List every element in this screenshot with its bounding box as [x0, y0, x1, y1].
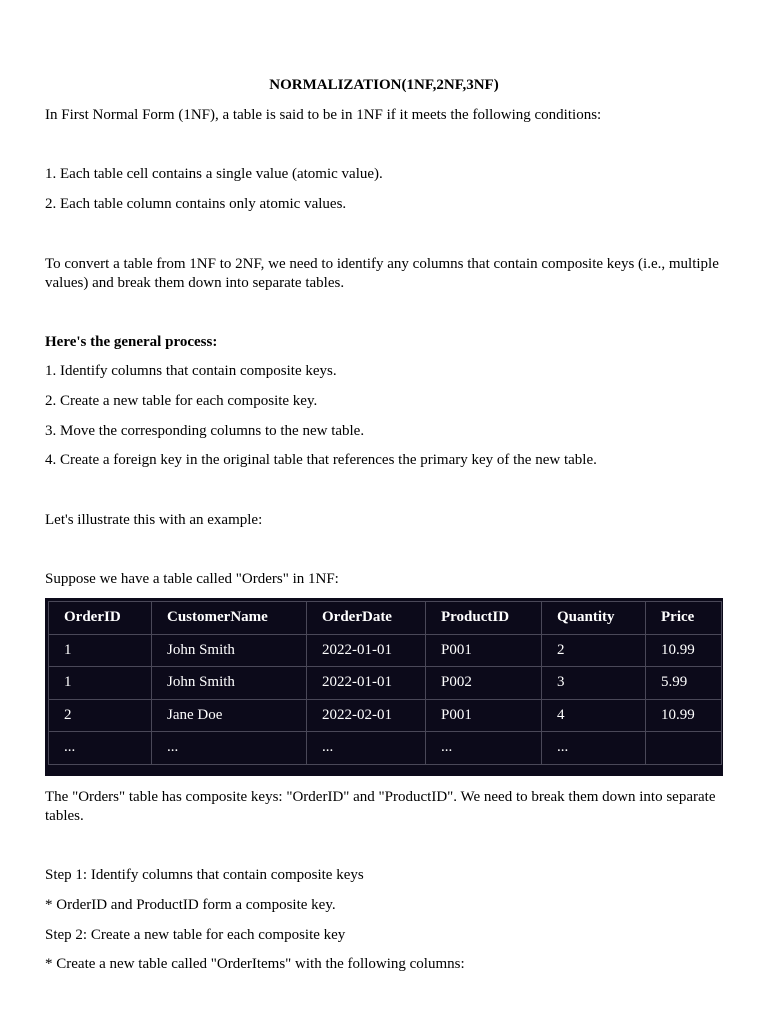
- process-heading: Here's the general process:: [45, 334, 218, 350]
- suppose-paragraph: Suppose we have a table called "Orders" in 1NF:: [45, 571, 339, 587]
- step-1-heading: Step 1: Identify columns that contain composite keys: [45, 867, 364, 883]
- table-cell: 2022-01-01: [307, 667, 426, 700]
- table-cell: ...: [542, 732, 646, 765]
- process-step-3: 3. Move the corresponding columns to the new table.: [45, 423, 365, 439]
- step-1-bullet: * OrderID and ProductID form a composite key.: [45, 897, 336, 913]
- table-cell: ...: [426, 732, 542, 765]
- table-row: [49, 634, 722, 667]
- table-cell: ...: [307, 732, 426, 765]
- step-2-bullet: * Create a new table called "OrderItems" with the following columns:: [45, 956, 465, 972]
- table-cell: Jane Doe: [152, 699, 307, 732]
- header-price: Price: [646, 602, 722, 635]
- table-cell: P001: [426, 699, 542, 732]
- example-intro: Let's illustrate this with an example:: [45, 512, 263, 528]
- convert-paragraph: To convert a table from 1NF to 2NF, we need to identify any columns that contain composite keys (i.e., multiple values) and break them down into separate tables.: [45, 256, 719, 291]
- intro-paragraph: In First Normal Form (1NF), a table is said to be in 1NF if it meets the following conditions:: [45, 107, 602, 123]
- table-cell: P002: [426, 667, 542, 700]
- table-cell: [646, 732, 722, 765]
- document-title: NORMALIZATION(1NF,2NF,3NF): [269, 77, 499, 93]
- process-step-2: 2. Create a new table for each composite key.: [45, 393, 318, 409]
- table-row: [49, 699, 722, 732]
- table-cell: 2: [542, 634, 646, 667]
- table-cell: ...: [152, 732, 307, 765]
- step-2-heading: Step 2: Create a new table for each composite key: [45, 927, 346, 943]
- table-row: [49, 667, 722, 700]
- table-cell: John Smith: [152, 634, 307, 667]
- table-cell: 5.99: [646, 667, 722, 700]
- header-orderid: OrderID: [49, 602, 152, 635]
- header-quantity: Quantity: [542, 602, 646, 635]
- header-orderdate: OrderDate: [307, 602, 426, 635]
- condition-item-1: 1. Each table cell contains a single value (atomic value).: [45, 166, 383, 182]
- table-header-row: [49, 602, 722, 635]
- table-cell: 2022-02-01: [307, 699, 426, 732]
- table-cell: 2022-01-01: [307, 634, 426, 667]
- table-cell: 1: [49, 667, 152, 700]
- orders-table-image: [45, 598, 723, 776]
- table-cell: ...: [49, 732, 152, 765]
- table-cell: 3: [542, 667, 646, 700]
- table-cell: John Smith: [152, 667, 307, 700]
- orders-table: [48, 601, 722, 765]
- process-step-4: 4. Create a foreign key in the original table that references the primary key of the new table.: [45, 452, 597, 468]
- composite-paragraph: The "Orders" table has composite keys: "OrderID" and "ProductID". We need to break them down into separate tables.: [45, 789, 716, 824]
- table-cell: 2: [49, 699, 152, 732]
- process-step-1: 1. Identify columns that contain composite keys.: [45, 363, 337, 379]
- header-customername: CustomerName: [152, 602, 307, 635]
- table-row: [49, 732, 722, 765]
- table-cell: 1: [49, 634, 152, 667]
- table-cell: 10.99: [646, 699, 722, 732]
- table-cell: P001: [426, 634, 542, 667]
- condition-item-2: 2. Each table column contains only atomic values.: [45, 196, 347, 212]
- table-cell: 4: [542, 699, 646, 732]
- table-cell: 10.99: [646, 634, 722, 667]
- header-productid: ProductID: [426, 602, 542, 635]
